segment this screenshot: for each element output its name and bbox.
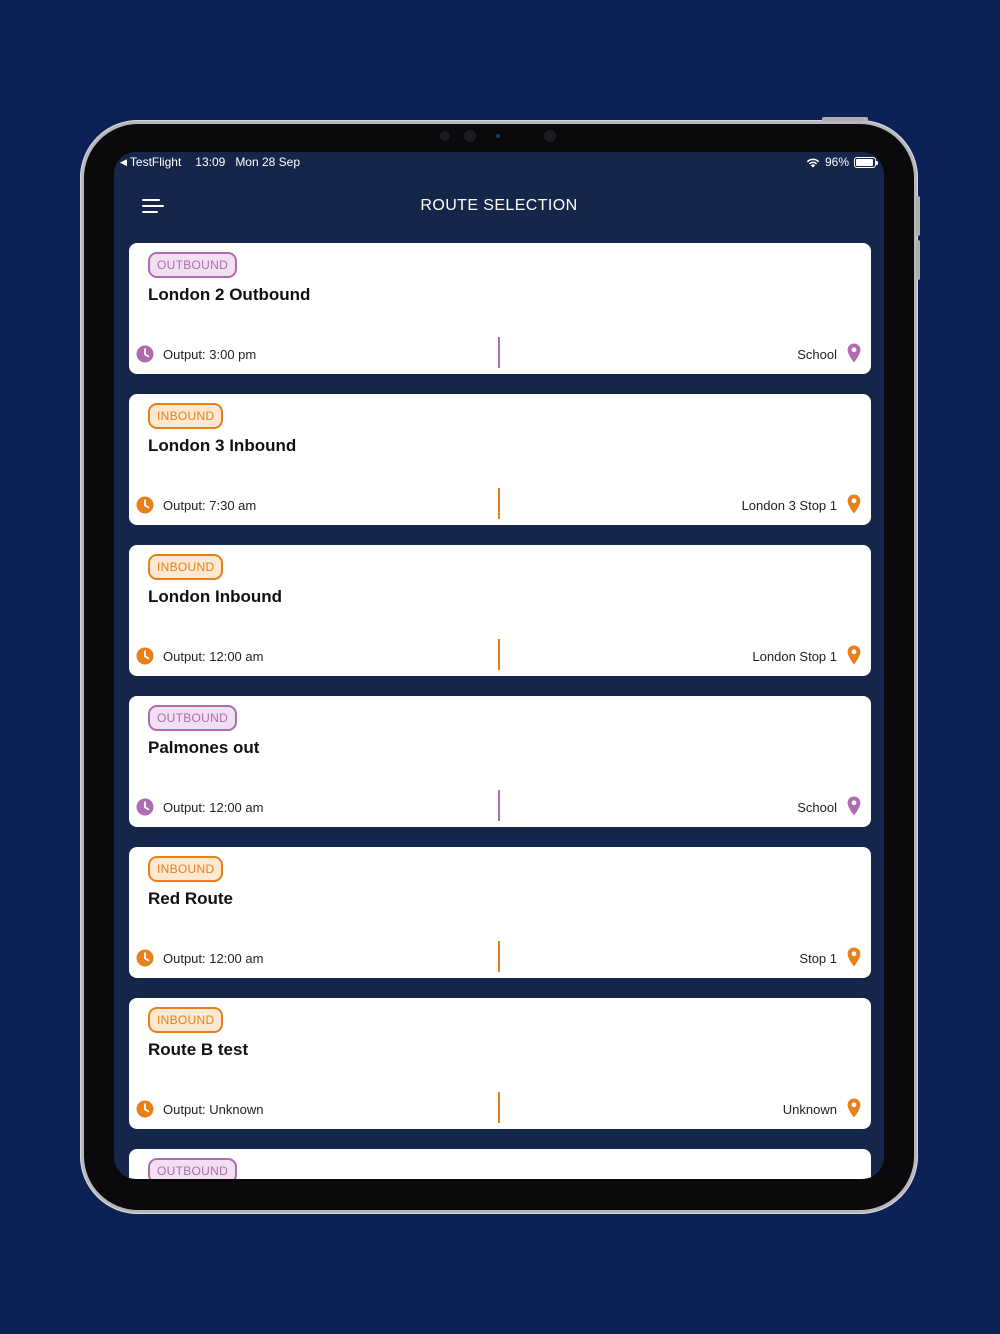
route-name: Red Route xyxy=(148,889,233,908)
page-title: ROUTE SELECTION xyxy=(420,197,578,214)
route-output-time: Output: 7:30 am xyxy=(163,498,257,513)
status-right xyxy=(806,155,876,169)
location-pin-icon xyxy=(847,947,861,967)
route-card-inbound[interactable] xyxy=(129,998,871,1129)
battery-icon xyxy=(854,157,876,168)
battery-fill xyxy=(856,159,873,166)
back-triangle-icon: ◀ xyxy=(120,156,127,167)
route-card-footer xyxy=(129,488,871,520)
route-name: Route B test xyxy=(148,1040,249,1059)
route-direction-badge: OUTBOUND xyxy=(148,705,237,731)
route-destination: Stop 1 xyxy=(799,951,837,966)
clock-icon xyxy=(136,949,154,967)
status-bar xyxy=(114,152,884,172)
route-output-time: Output: 12:00 am xyxy=(163,951,264,966)
location-pin-icon xyxy=(847,796,861,816)
route-direction-badge: OUTBOUND xyxy=(148,1158,237,1179)
route-name: London 3 Inbound xyxy=(148,436,297,455)
route-name: London 2 Outbound xyxy=(148,285,311,304)
clock-icon xyxy=(136,496,154,514)
app-screen xyxy=(114,152,884,1179)
route-output-time: Output: 12:00 am xyxy=(163,800,264,815)
route-direction-badge: INBOUND xyxy=(148,554,223,580)
back-app-label: TestFlight xyxy=(129,155,182,169)
app-header xyxy=(114,174,884,238)
route-card-footer xyxy=(129,790,871,822)
route-output-time: Output: Unknown xyxy=(163,1102,264,1117)
volume-up-button xyxy=(916,196,920,236)
card-divider xyxy=(498,488,500,519)
route-name: Palmones out xyxy=(148,738,260,757)
card-divider xyxy=(498,1092,500,1123)
route-direction-badge: INBOUND xyxy=(148,1007,223,1033)
sensor-dot xyxy=(440,131,450,141)
card-divider xyxy=(498,639,500,670)
route-output-time: Output: 12:00 am xyxy=(163,649,264,664)
route-destination: London Stop 1 xyxy=(752,649,837,664)
location-pin-icon xyxy=(847,494,861,514)
card-divider xyxy=(498,337,500,368)
clock-icon xyxy=(136,345,154,363)
route-direction-badge: INBOUND xyxy=(148,403,223,429)
route-output-time: Output: 3:00 pm xyxy=(163,347,257,362)
route-direction-badge: OUTBOUND xyxy=(148,252,237,278)
face-id-sensor xyxy=(544,130,556,142)
route-destination: Unknown xyxy=(782,1102,837,1117)
route-list xyxy=(129,243,871,1179)
location-pin-icon xyxy=(847,1098,861,1118)
route-card-footer xyxy=(129,639,871,671)
location-pin-icon xyxy=(847,343,861,363)
route-card-outbound[interactable] xyxy=(129,243,871,374)
route-card-outbound[interactable] xyxy=(129,696,871,827)
battery-percent: 96% xyxy=(824,155,849,169)
front-camera xyxy=(464,130,476,142)
card-divider xyxy=(498,941,500,972)
route-card-footer xyxy=(129,337,871,369)
route-destination: School xyxy=(797,347,837,362)
route-destination: London 3 Stop 1 xyxy=(741,498,837,513)
route-card-footer xyxy=(129,941,871,973)
wifi-icon xyxy=(806,157,820,168)
clock-icon xyxy=(136,798,154,816)
camera-led xyxy=(496,134,500,138)
route-card-outbound[interactable] xyxy=(129,1149,871,1179)
top-button xyxy=(822,117,868,121)
route-card-footer xyxy=(129,1092,871,1124)
route-card-inbound[interactable] xyxy=(129,847,871,978)
clock-icon xyxy=(136,1100,154,1118)
status-left xyxy=(120,155,300,169)
volume-down-button xyxy=(916,240,920,280)
route-card-inbound[interactable] xyxy=(129,394,871,525)
route-destination: School xyxy=(797,800,837,815)
route-direction-badge: INBOUND xyxy=(148,856,223,882)
status-date: Mon 28 Sep xyxy=(235,155,301,169)
location-pin-icon xyxy=(847,645,861,665)
card-divider xyxy=(498,790,500,821)
back-to-app-link[interactable] xyxy=(120,155,181,169)
status-time: 13:09 xyxy=(195,155,226,169)
route-name: London Inbound xyxy=(148,587,283,606)
route-card-inbound[interactable] xyxy=(129,545,871,676)
clock-icon xyxy=(136,647,154,665)
